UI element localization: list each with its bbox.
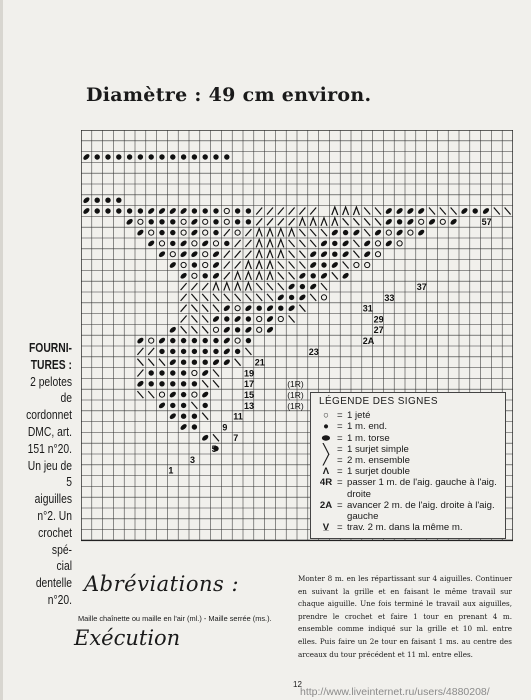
- legend-item-text: 1 surjet double: [347, 466, 410, 478]
- knit-stitch-mark: [159, 370, 164, 375]
- knit-stitch-mark: [159, 219, 164, 224]
- knit-stitch-mark: [397, 219, 402, 224]
- row-number: 17: [244, 379, 255, 390]
- row-number: 5: [211, 444, 217, 454]
- supplies-line: 151 n°20.: [27, 441, 72, 456]
- legend-item: Λ = 1 surjet double: [315, 466, 501, 477]
- knit-stitch-mark: [192, 208, 197, 213]
- k2tog-icon: ╱: [323, 455, 329, 467]
- knit-stitch-mark: [181, 370, 186, 375]
- knit-stitch-mark: [138, 154, 143, 159]
- knit-stitch-mark: [159, 154, 164, 159]
- knit-stitch-mark: [159, 349, 164, 354]
- double-decrease-icon: Λ: [322, 466, 330, 478]
- knit-stitch-mark: [181, 154, 186, 159]
- pass-stitch-icon: 4R: [319, 477, 333, 489]
- legend-item-text: avancer 2 m. de l'aig. droite à l'aig. gauche: [347, 499, 495, 523]
- knit-stitch-mark: [159, 381, 164, 386]
- knit-stitch-mark: [181, 403, 186, 408]
- knit-stitch-mark: [235, 349, 240, 354]
- supplies-line: Un jeu de 5: [27, 458, 72, 490]
- knit-stitch-mark: [224, 241, 229, 246]
- knit-stitch-mark: [213, 349, 218, 354]
- knit-stitch-mark: [181, 392, 186, 397]
- knit-stitch-mark: [289, 295, 294, 300]
- supplies-line: aiguilles: [34, 492, 72, 507]
- knit-stitch-mark: [203, 360, 208, 365]
- knit-stitch-mark: [235, 219, 240, 224]
- knit-stitch-mark: [170, 349, 175, 354]
- row-number: 29: [373, 314, 384, 325]
- knit-stitch-mark: [343, 230, 348, 235]
- knit-stitch-mark: [224, 154, 229, 159]
- knit-stitch-mark: [127, 154, 132, 159]
- knit-stitch-mark: [246, 208, 251, 213]
- knit-stitch-mark: [170, 219, 175, 224]
- supplies-line: DMC, art.: [27, 424, 72, 439]
- knit-stitch-mark: [95, 154, 100, 159]
- legend-item-text: 1 surjet simple: [347, 443, 409, 455]
- page-title: Diamètre : 49 cm environ.: [86, 84, 372, 106]
- row-number: 3: [190, 454, 196, 465]
- knit-stitch-mark: [192, 414, 197, 419]
- legend-item: V̲ = trav. 2 m. dans la même m.: [315, 522, 501, 533]
- knit-stitch-mark: [159, 230, 164, 235]
- knit-stitch-mark: [300, 284, 305, 289]
- knit-stitch-mark: [149, 219, 154, 224]
- knit-stitch-mark: [116, 198, 121, 203]
- legend-box: [310, 392, 506, 539]
- legend-item-text: trav. 2 m. dans la même m.: [347, 522, 463, 534]
- two-in-one-icon: V̲: [322, 522, 330, 534]
- knit-stitch-mark: [203, 338, 208, 343]
- supplies-line: 2 pelotes de: [30, 374, 72, 406]
- legend-item-text: 1 jeté: [347, 410, 371, 422]
- row-number: 23: [308, 346, 319, 357]
- supplies-heading-2: TURES :: [30, 357, 72, 372]
- knit-stitch-mark: [473, 208, 478, 213]
- knit-stitch-mark: [149, 370, 154, 375]
- abbreviations-text: Maille chaînette ou maille en l'air (ml.) - Maille serrée (ms.).: [78, 614, 272, 623]
- knit-stitch-mark: [170, 381, 175, 386]
- knit-stitch-mark: [149, 154, 154, 159]
- knit-stitch-mark: [138, 208, 143, 213]
- knit-stitch-mark: [116, 208, 121, 213]
- knit-stitch-mark: [235, 327, 240, 332]
- row-number: 9: [222, 422, 228, 433]
- repeat-mark: (1R): [287, 400, 304, 411]
- legend-item: ⬬ = 1 m. torse: [315, 433, 501, 444]
- knit-stitch-mark: [213, 219, 218, 224]
- knit-stitch-mark: [170, 370, 175, 375]
- knit-stitch-mark: [224, 316, 229, 321]
- knit-stitch-mark: [213, 338, 218, 343]
- knit-stitch-mark: [95, 208, 100, 213]
- knit-stitch-icon: ●: [323, 421, 329, 433]
- knit-stitch-mark: [181, 360, 186, 365]
- execution-heading: Exécution: [74, 626, 181, 650]
- knit-stitch-mark: [203, 154, 208, 159]
- knit-stitch-mark: [203, 349, 208, 354]
- legend-item-text: 1 m. end.: [347, 421, 387, 433]
- knit-stitch-mark: [116, 154, 121, 159]
- abbreviations-heading: Abréviations :: [84, 572, 240, 596]
- supplies-line: n°20.: [47, 592, 72, 607]
- knit-stitch-mark: [192, 262, 197, 267]
- knit-stitch-mark: [181, 338, 186, 343]
- row-number: 37: [416, 282, 427, 292]
- page-number: 12: [293, 680, 302, 689]
- knit-stitch-mark: [203, 208, 208, 213]
- row-number: 15: [244, 390, 255, 400]
- row-number: 27: [373, 325, 384, 336]
- legend-item: 4R = passer 1 m. de l'aig. gauche à l'aig. droite: [315, 477, 501, 499]
- row-number: 33: [384, 292, 395, 303]
- knit-stitch-mark: [149, 381, 154, 386]
- knit-stitch-mark: [170, 241, 175, 246]
- knit-stitch-mark: [192, 381, 197, 386]
- legend-item-text: 1 m. torse: [347, 432, 390, 444]
- knit-stitch-mark: [235, 208, 240, 213]
- supplies-line: cordonnet: [26, 408, 72, 423]
- knit-stitch-mark: [321, 262, 326, 267]
- knit-stitch-mark: [181, 349, 186, 354]
- knit-stitch-mark: [181, 381, 186, 386]
- knit-stitch-mark: [170, 403, 175, 408]
- knit-stitch-mark: [246, 219, 251, 224]
- knit-stitch-mark: [105, 208, 110, 213]
- knit-stitch-mark: [203, 403, 208, 408]
- supplies-line: n°2. Un: [37, 508, 72, 523]
- knit-stitch-mark: [213, 230, 218, 235]
- legend-item: ╲ = 1 surjet simple: [315, 444, 501, 455]
- knit-stitch-mark: [332, 252, 337, 257]
- row-number: 57: [481, 217, 492, 228]
- knit-stitch-mark: [192, 154, 197, 159]
- knit-stitch-mark: [332, 241, 337, 246]
- legend-item: 2A = avancer 2 m. de l'aig. droite à l'aig. gauche: [315, 500, 501, 522]
- supplies-heading-1: FOURNI-: [28, 341, 72, 355]
- knit-stitch-mark: [192, 338, 197, 343]
- legend-item: ╱ = 2 m. ensemble: [315, 455, 501, 466]
- knit-stitch-mark: [95, 198, 100, 203]
- knit-stitch-mark: [257, 306, 262, 311]
- yarn-over-icon: ○: [323, 410, 329, 422]
- legend-title: LÉGENDE DES SIGNES: [319, 396, 438, 407]
- row-number: 31: [362, 303, 373, 314]
- slip-decrease-icon: ╲: [323, 443, 329, 455]
- execution-text: Monter 8 m. en les répartissant sur 4 aiguilles. Continuer en suivant la grille et en faisant le même travail sur chaque aiguille. Une fois terminé le travail aux aiguilles, prendre le crochet et faire 1 tour en prenant 4 m. ensemble comme indiqué sur la grille et 10 ml. entre elles. Puis faire un 2e tour en faisant 1 ms. au centre des arceaux du tour précédent et 11 ml. entre elles.: [298, 574, 512, 659]
- advance-stitch-icon: 2A: [319, 499, 333, 511]
- supplies-line: cial dentelle: [35, 559, 72, 591]
- supplies-block: [20, 340, 72, 609]
- legend-item-text: 2 m. ensemble: [347, 455, 410, 467]
- row-number: 11: [233, 411, 243, 422]
- knit-stitch-mark: [105, 154, 110, 159]
- knit-stitch-mark: [213, 208, 218, 213]
- legend-item: ● = 1 m. end.: [315, 421, 501, 432]
- knit-stitch-mark: [246, 338, 251, 343]
- knit-stitch-mark: [105, 198, 110, 203]
- row-number: 19: [244, 368, 255, 379]
- legend-item: ○ = 1 jeté: [315, 410, 501, 421]
- knit-stitch-mark: [170, 338, 175, 343]
- supplies-line: crochet spé-: [38, 525, 72, 557]
- knit-stitch-mark: [213, 154, 218, 159]
- knit-stitch-mark: [181, 414, 186, 419]
- twisted-stitch-icon: ⬬: [321, 432, 331, 444]
- knit-stitch-mark: [246, 316, 251, 321]
- knit-stitch-mark: [311, 273, 316, 278]
- knit-stitch-mark: [192, 360, 197, 365]
- row-number: 2A: [362, 336, 375, 346]
- knit-stitch-mark: [278, 306, 283, 311]
- row-number: 1: [168, 465, 174, 476]
- knit-stitch-mark: [170, 154, 175, 159]
- repeat-mark: (1R): [287, 379, 304, 390]
- knit-stitch-mark: [170, 230, 175, 235]
- repeat-mark: (1R): [287, 390, 304, 400]
- watermark-url: http://www.liveinternet.ru/users/4880208/: [300, 686, 490, 698]
- legend-item-text: passer 1 m. de l'aig. gauche à l'aig. droite: [347, 477, 497, 500]
- row-number: 13: [244, 400, 255, 411]
- knit-stitch-mark: [192, 424, 197, 429]
- row-number: 7: [233, 433, 239, 444]
- knit-stitch-mark: [203, 273, 208, 278]
- knit-stitch-mark: [127, 208, 132, 213]
- knit-stitch-mark: [192, 349, 197, 354]
- row-number: 21: [254, 357, 265, 368]
